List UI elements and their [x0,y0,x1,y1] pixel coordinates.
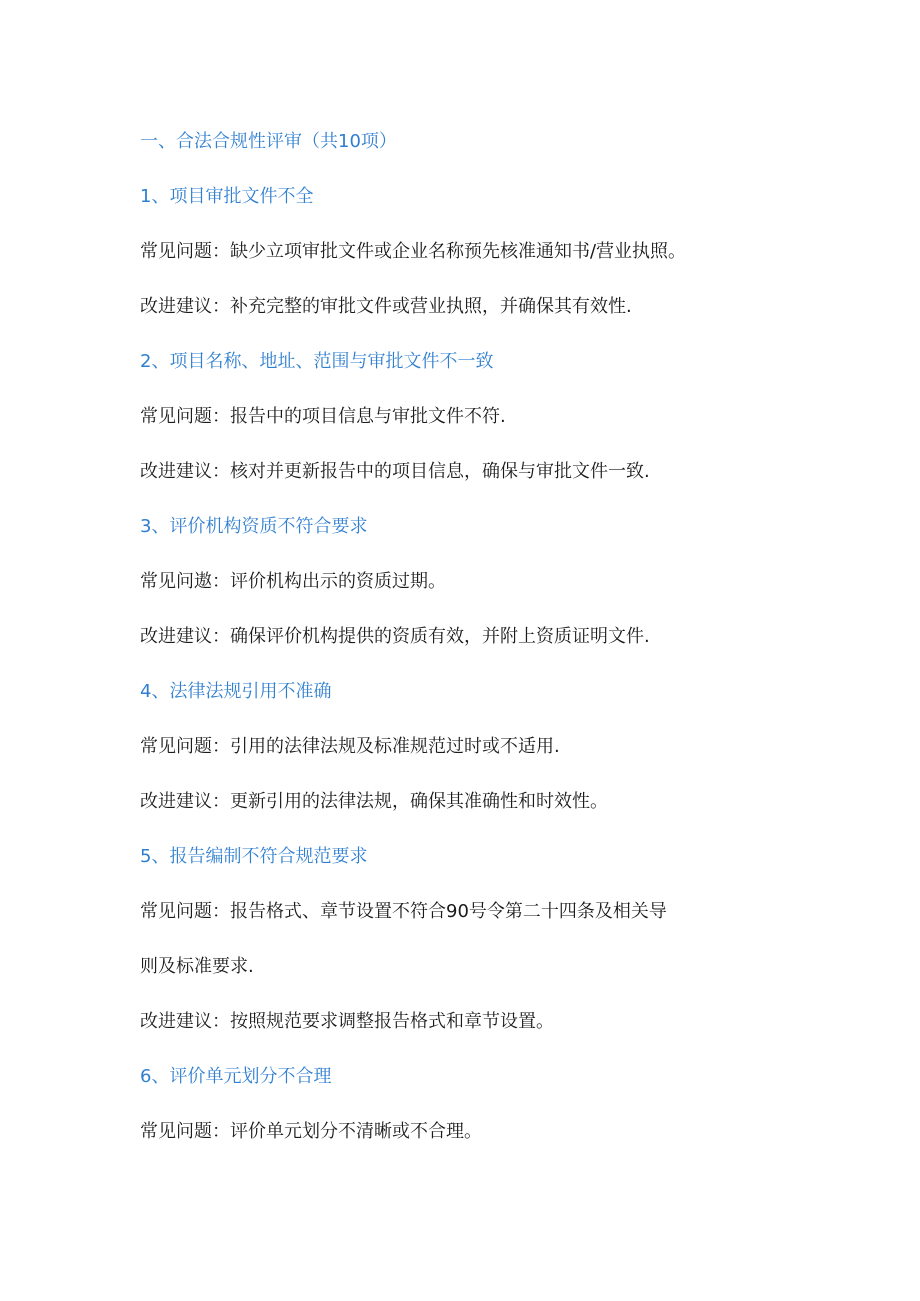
item-suggestion-3: 改进建议：确保评价机构提供的资质有效，并附上资质证明文件. [140,626,650,647]
item-problem-5: 常见问题：报告格式、章节设置不符合90号令第二十四条及相关导 [140,901,667,922]
item-suggestion-1: 改进建议：补充完整的审批文件或营业执照，并确保其有效性. [140,296,632,317]
item-suggestion-2: 改进建议：核对并更新报告中的项目信息，确保与审批文件一致. [140,461,650,482]
item-problem-4: 常见问题：引用的法律法规及标准规范过时或不适用. [140,736,560,757]
item-heading-4: 4、法律法规引用不准确 [140,681,332,702]
item-suggestion-5: 改进建议：按照规范要求调整报告格式和章节设置。 [140,1011,554,1032]
item-problem-3: 常见问遨：评价机构出示的资质过期。 [140,571,446,592]
item-problem-6: 常见问题：评价单元划分不清晰或不合理。 [140,1121,482,1142]
item-suggestion-4: 改进建议：更新引用的法律法规，确保其准确性和时效性。 [140,791,608,812]
item-heading-2: 2、项目名称、地址、范围与审批文件不一致 [140,351,494,372]
item-problem-5-continued: 则及标准要求. [140,956,254,977]
item-problem-1: 常见问题：缺少立项审批文件或企业名称预先核准通知书/营业执照。 [140,241,687,262]
document-content [140,126,840,1171]
item-problem-2: 常见问题：报告中的项目信息与审批文件不符. [140,406,506,427]
item-heading-1: 1、项目审批文件不全 [140,186,314,207]
section-title: 一、合法合规性评审（共10项） [140,131,397,152]
item-heading-3: 3、评价机构资质不符合要求 [140,516,368,537]
item-heading-6: 6、评价单元划分不合理 [140,1066,332,1087]
item-heading-5: 5、报告编制不符合规范要求 [140,846,368,867]
